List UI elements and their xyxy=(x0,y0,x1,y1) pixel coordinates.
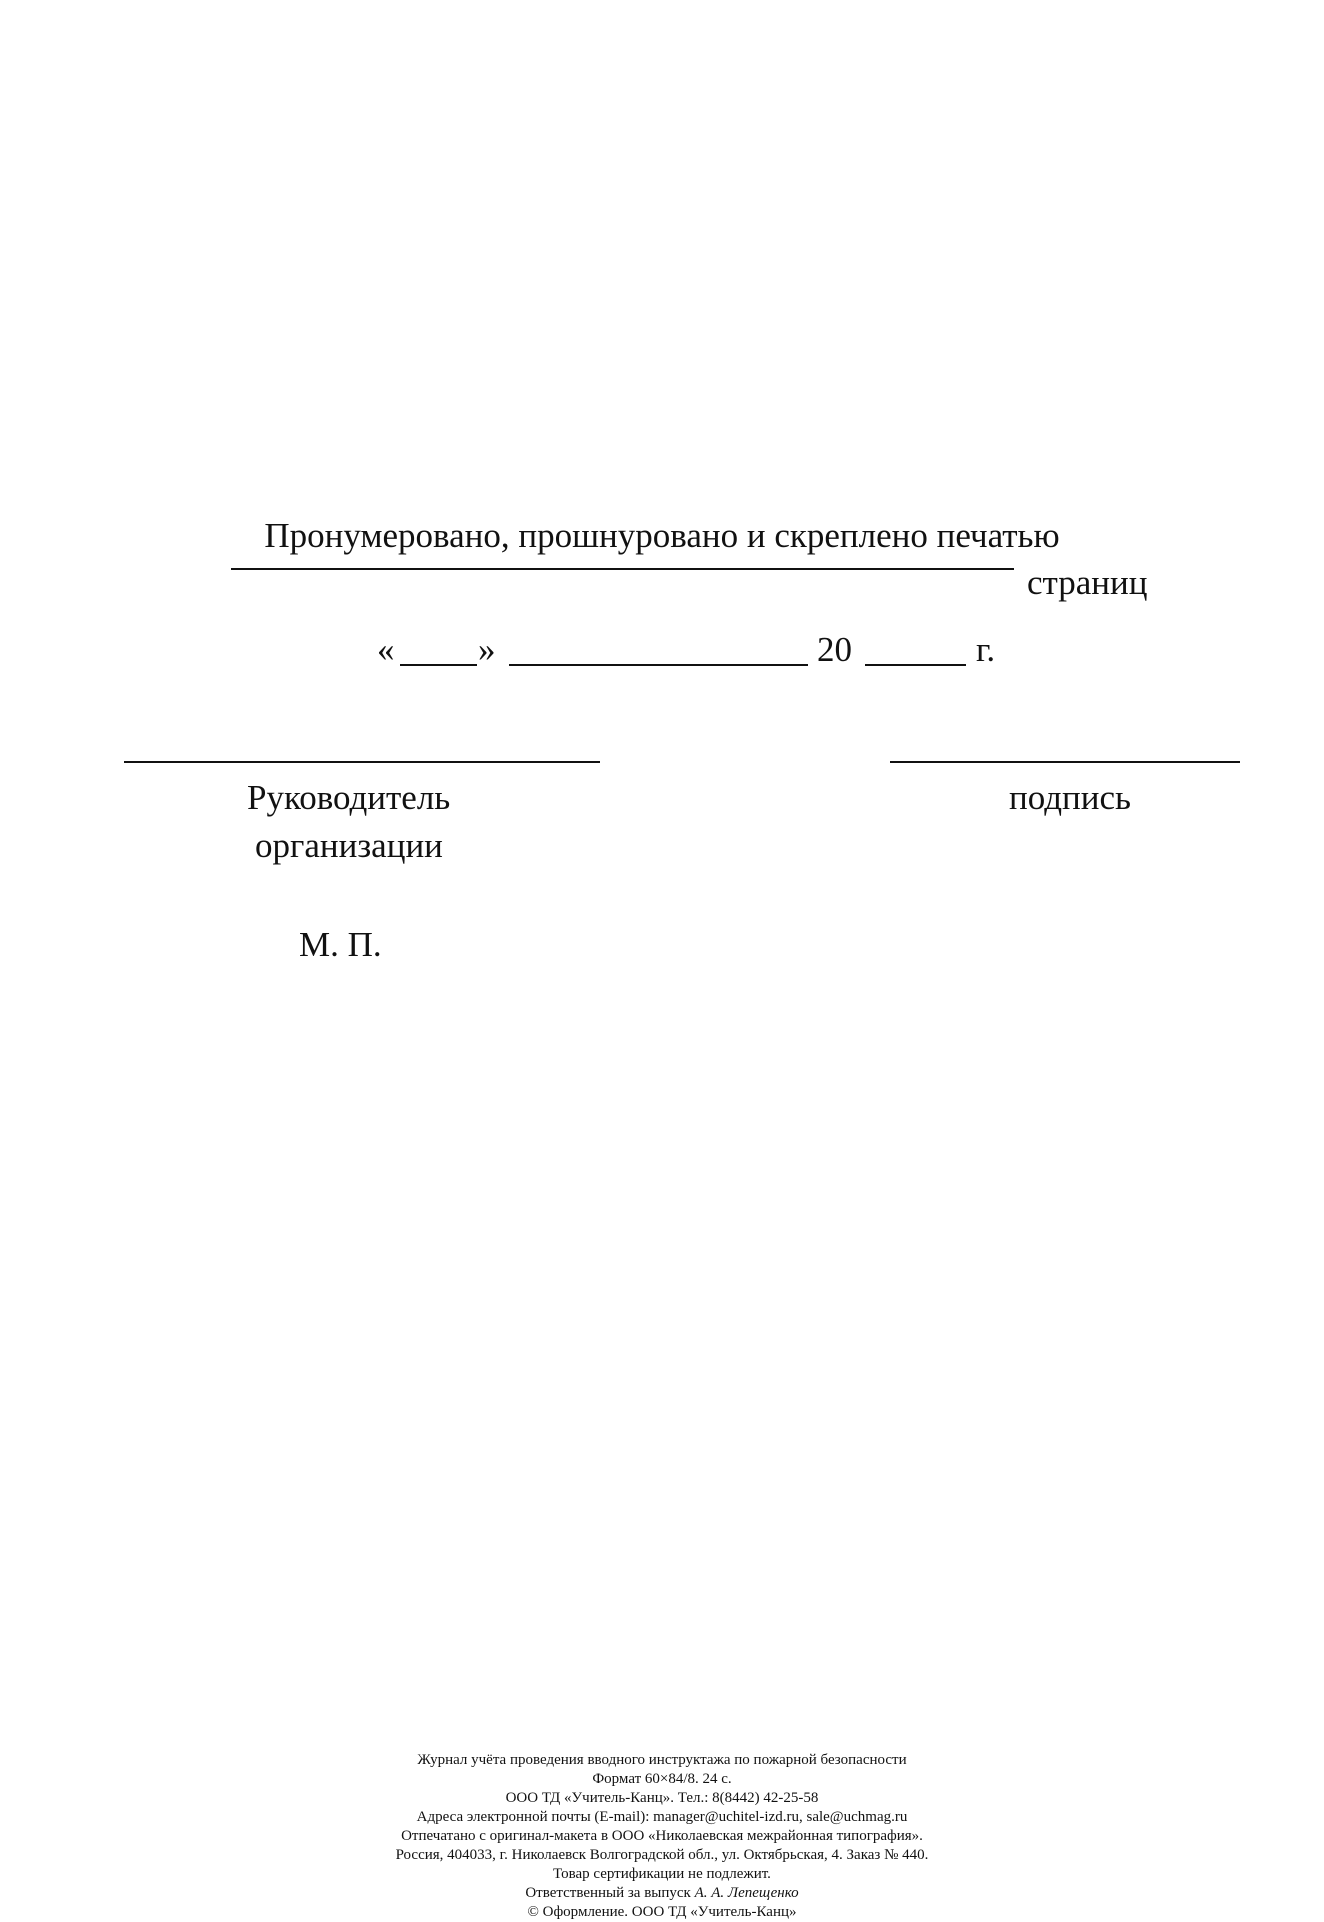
responsible-prefix: Ответственный за выпуск xyxy=(525,1885,695,1901)
imprint-emails: Адреса электронной почты (E-mail): manager@uchitel-izd.ru, sale@uchmag.ru xyxy=(416,1809,908,1825)
imprint-certification-note: Товар сертификации не подлежит. xyxy=(553,1866,771,1882)
imprint-responsible xyxy=(0,1884,1324,1903)
year-prefix: 20 xyxy=(817,630,852,669)
imprint-publisher: ООО ТД «Учитель-Канц». Тел.: 8(8442) 42-25-58 xyxy=(505,1790,819,1806)
head-label-line2: организации xyxy=(255,826,443,865)
stamp-label: М. П. xyxy=(299,925,382,964)
pages-count-line xyxy=(231,568,1014,570)
imprint-copyright: © Оформление. ООО ТД «Учитель-Канц» xyxy=(527,1904,797,1920)
responsible-name: А. А. Лепещенко xyxy=(694,1885,799,1901)
imprint-printed: Отпечатано с оригинал-макета в ООО «Николаевская межрайонная типография». xyxy=(401,1828,923,1844)
certification-heading: Пронумеровано, прошнуровано и скреплено печатью xyxy=(264,516,1060,555)
quote-open: « xyxy=(377,630,395,669)
imprint-block xyxy=(0,1751,1324,1922)
month-line xyxy=(509,664,808,666)
head-label-line1: Руководитель xyxy=(247,778,451,817)
head-name-line xyxy=(124,761,600,763)
imprint-title: Журнал учёта проведения вводного инструктажа по пожарной безопасности xyxy=(417,1752,907,1768)
year-suffix: г. xyxy=(976,630,996,669)
imprint-format: Формат 60×84/8. 24 с. xyxy=(592,1771,732,1787)
signature-label: подпись xyxy=(1009,778,1131,817)
imprint-address: Россия, 404033, г. Николаевск Волгоградской обл., ул. Октябрьская, 4. Заказ № 440. xyxy=(395,1847,929,1863)
day-line xyxy=(400,664,477,666)
pages-word: страниц xyxy=(1027,563,1148,602)
signature-line xyxy=(890,761,1240,763)
year-line xyxy=(865,664,966,666)
quote-close: » xyxy=(478,630,496,669)
